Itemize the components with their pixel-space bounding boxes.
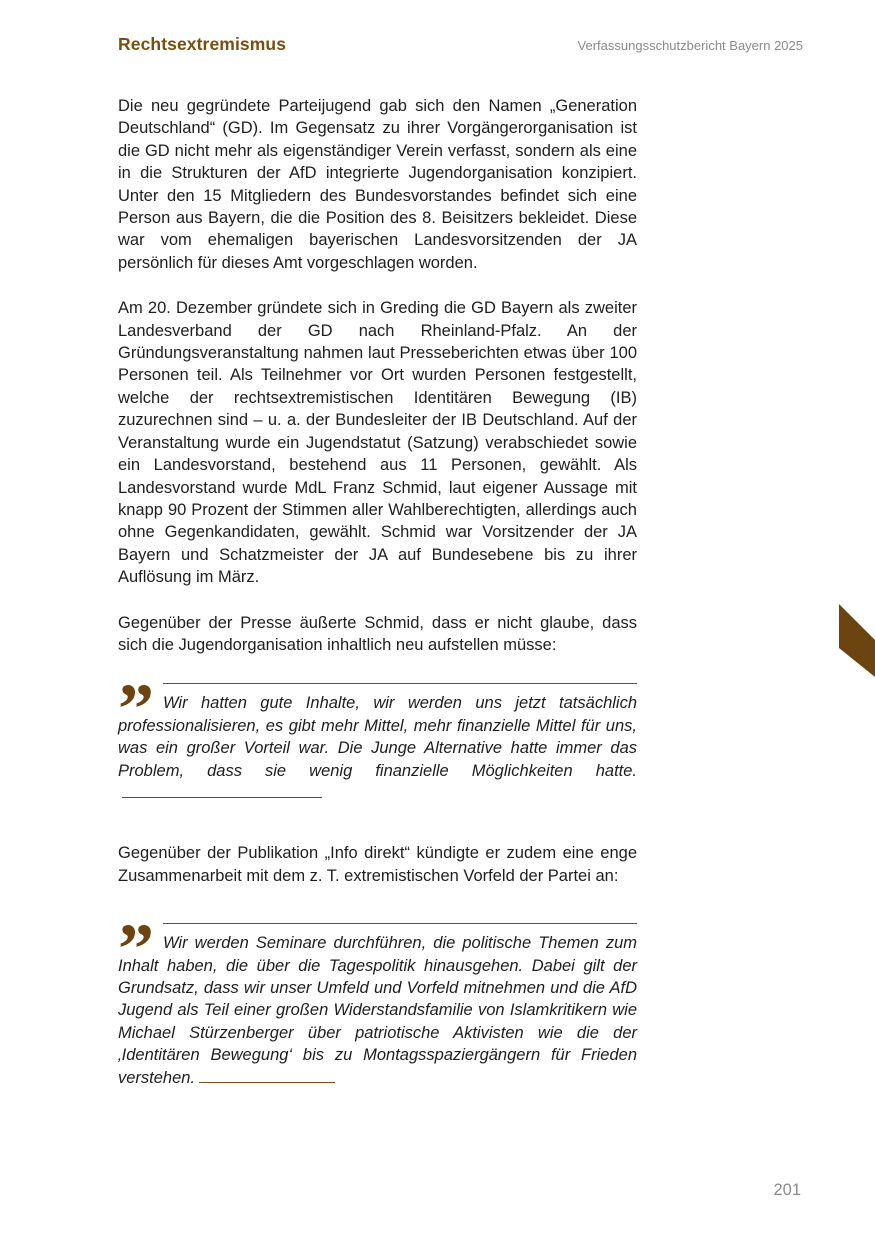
quote-block-1 — [118, 669, 637, 804]
quotation-mark-icon: ” — [118, 909, 150, 990]
quote-2-content: Wir werden Seminare durchführen, die politische Themen zum Inhalt haben, die über die Tagespolitik hinausgehen. Dabei gilt der Grundsatz, dass wir unser Umfeld und Vorfeld mitnehmen und die AfD Jugend als Teil einer großen Widerstandsfamilie von Islamkritikern wie Michael Stürzenberger über patriotische Aktivisten wie die der ‚Identitären Bewegung‘ bis zu Montagsspaziergängern für Frieden verstehen. — [118, 934, 637, 1087]
paragraph-3: Gegenüber der Presse äußerte Schmid, dass er nicht glaube, dass sich die Jugendorganisation inhaltlich neu aufstellen müsse: — [118, 613, 637, 654]
quote-bottom-rule — [199, 1082, 335, 1083]
quote-text-2 — [118, 932, 637, 1089]
paragraph-4: Gegenüber der Publikation „Info direkt“ kündigte er zudem eine enge Zusammenarbeit mit dem z. T. extremistischen Vorfeld der Partei an: — [118, 844, 637, 885]
page-content — [118, 95, 637, 1089]
section-title: Rechtsextremismus — [118, 34, 287, 54]
quote-block-2 — [118, 909, 637, 1089]
chapter-tab-marker — [839, 604, 875, 677]
quote-top-rule — [163, 923, 637, 924]
quote-bottom-rule — [122, 797, 322, 798]
quote-text-1 — [118, 692, 637, 804]
quote-top-rule — [163, 683, 637, 684]
chapter-tab-shape — [839, 604, 875, 677]
page-number: 201 — [773, 1181, 801, 1199]
report-title: Verfassungsschutzbericht Bayern 2025 — [577, 38, 803, 53]
paragraph-1: Die neu gegründete Parteijugend gab sich den Namen „Generation Deutschland“ (GD). Im Gegensatz zu ihrer Vorgängerorganisation ist die GD nicht mehr als eigenständiger Verein verfasst, sondern als eine in die Strukturen der AfD integrierte Jugendorganisation konzipiert. Unter den 15 Mitgliedern des Bundesvorstandes befindet sich eine Person aus Bayern, die die Position des 8. Beisitzers bekleidet. Diese war vom ehemaligen bayerischen Landesvorsitzenden der JA persönlich für dieses Amt vorgeschlagen worden. — [118, 97, 637, 272]
quotation-mark-icon: ” — [118, 669, 150, 750]
quote-1-content: Wir hatten gute Inhalte, wir werden uns jetzt tatsächlich professionalisieren, es gibt mehr Mittel, mehr finanzielle Mittel für uns, was ein großer Vorteil war. Die Junge Alternative hatte immer das Problem, dass sie wenig finanzielle Möglichkeiten hatte. — [118, 694, 637, 780]
paragraph-2: Am 20. Dezember gründete sich in Greding die GD Bayern als zweiter Landesverband der GD nach Rheinland-Pfalz. An der Gründungsveranstaltung nahmen laut Presseberichten etwas über 100 Personen teil. Als Teilnehmer vor Ort wurden Personen festgestellt, welche der rechtsextremistischen Identitären Bewegung (IB) zuzurechnen sind – u. a. der Bundesleiter der IB Deutschland. Auf der Veranstaltung wurde ein Jugendstatut (Satzung) verabschiedet sowie ein Landesvorstand, bestehend aus 11 Personen, gewählt. Als Landesvorstand wurde MdL Franz Schmid, laut eigener Aussage mit knapp 90 Prozent der Stimmen aller Wahlberechtigten, allerdings auch ohne Gegenkandidaten, gewählt. Schmid war Vorsitzender der JA Bayern und Schatzmeister der JA auf Bundesebene bis zu ihrer Auflösung im März. — [118, 299, 637, 587]
